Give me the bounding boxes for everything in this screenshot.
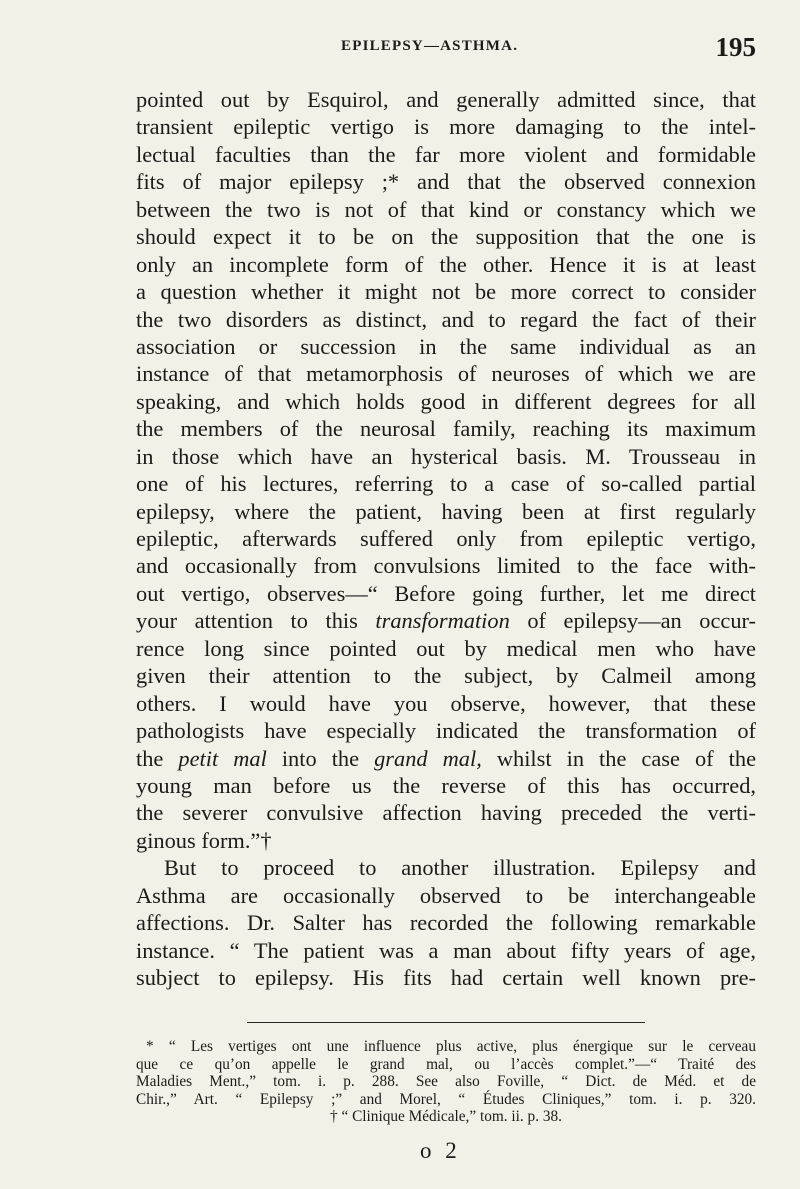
footnote-rule [247,1022,645,1023]
text-line [136,443,756,470]
text-line [136,86,756,113]
text-line [136,662,756,689]
text-run: in those which have an hysterical basis. M. Trousseau in [136,443,756,469]
text-run: fits of major epilepsy ;* and that the observed connexion [136,169,756,195]
text-run: only an incomplete form of the other. Hence it is at least [136,251,756,277]
text-line [136,854,756,881]
text-line [136,223,756,250]
text-run: the severer convulsive affection having preceded the verti- [136,800,756,826]
text-run: transient epileptic vertigo is more damaging to the intel- [136,114,756,140]
text-run: given their attention to the subject, by Calmeil among [136,663,756,689]
text-line [136,799,756,826]
text-run: association or succession in the same individual as an [136,333,756,359]
text-run: your attention to this [136,608,376,634]
emphasis-text: grand mal, [374,745,482,771]
footnotes [136,1038,756,1126]
text-line [136,552,756,579]
text-run: of epilepsy—an occur- [509,608,756,634]
text-line [136,113,756,140]
text-line [136,168,756,195]
text-line [136,827,756,854]
text-line [136,717,756,744]
text-run: epilepsy, where the patient, having been at first regularly [136,498,756,524]
text-run: epileptic, afterwards suffered only from epileptic vertigo, [136,526,756,551]
body-text [136,86,756,991]
text-run: young man before us the reverse of this has occurred, [136,772,756,798]
text-run: Asthma are occasionally observed to be interchangeable [136,882,756,908]
page-number: 195 [715,32,756,62]
text-line [136,607,756,634]
text-line [136,306,756,333]
text-line [136,690,756,717]
emphasis-text: transformation [375,608,510,634]
text-run: pathologists have especially indicated the transformation of [136,718,756,744]
text-line [136,141,756,168]
footnote-line: Maladies Ment.,” tom. i. p. 288. See also Foville, “ Dict. de Méd. et de [136,1073,756,1091]
text-run: and occasionally from convulsions limited to the face with- [136,553,756,579]
text-line [136,964,756,991]
text-run: into the [266,745,375,771]
emphasis-text: petit mal [178,745,267,771]
text-run: whilst in the case of the [481,745,757,771]
text-run: instance. “ The patient was a man about fifty years of age, [136,937,756,963]
text-run: a question whether it might not be more correct to consider [136,279,756,305]
footnote-line: que ce qu’on appelle le grand mal, ou l’accès complet.”—“ Traité des [136,1055,756,1073]
text-run: the members of the neurosal family, reaching its maximum [136,416,756,442]
text-run: others. I would have you observe, however, that these [136,690,756,716]
text-line [136,909,756,936]
text-run: ginous form.”† [136,827,272,853]
footnote-line: † “ Clinique Médicale,” tom. ii. p. 38. [330,1108,562,1126]
text-line [136,251,756,278]
text-line [136,498,756,525]
text-run: subject to epilepsy. His fits had certain well known pre- [136,965,756,990]
text-run: rence long since pointed out by medical men who have [136,635,756,661]
text-line [136,937,756,964]
text-run: the two disorders as distinct, and to regard the fact of their [136,306,756,332]
text-line [136,196,756,223]
text-line [136,360,756,387]
text-line [136,333,756,360]
text-run: speaking, and which holds good in different degrees for all [136,388,756,414]
text-line [136,772,756,799]
text-run: one of his lectures, referring to a case of so-called partial [136,471,756,497]
text-run: between the two is not of that kind or constancy which we [136,196,756,222]
text-run: should expect it to be on the supposition that the one is [136,224,756,250]
text-line [136,470,756,497]
text-line [136,635,756,662]
text-run: But to proceed to another illustration. Epilepsy and [164,855,756,881]
text-run: pointed out by Esquirol, and generally admitted since, that [136,87,756,112]
footnote-line: Chir.,” Art. “ Epilepsy ;” and Morel, “ Études Cliniques,” tom. i. p. 320. [136,1090,756,1108]
text-line [136,278,756,305]
text-line [136,745,756,772]
text-line [136,580,756,607]
text-run: instance of that metamorphosis of neuroses of which we are [136,361,756,387]
text-line [136,415,756,442]
running-head: EPILEPSY—ASTHMA. [341,38,519,54]
text-run: the [136,745,179,771]
signature-mark: o 2 [420,1138,461,1163]
text-line [136,525,756,552]
page-header [136,32,756,68]
text-run: out vertigo, observes—“ Before going further, let me direct [136,580,756,606]
text-run: lectual faculties than the far more violent and formidable [136,141,756,167]
text-line [136,882,756,909]
footnote-line: * “ Les vertiges ont une influence plus active, plus énergique sur le cerveau [146,1038,756,1055]
text-line [136,388,756,415]
text-run: affections. Dr. Salter has recorded the following remarkable [136,910,756,936]
